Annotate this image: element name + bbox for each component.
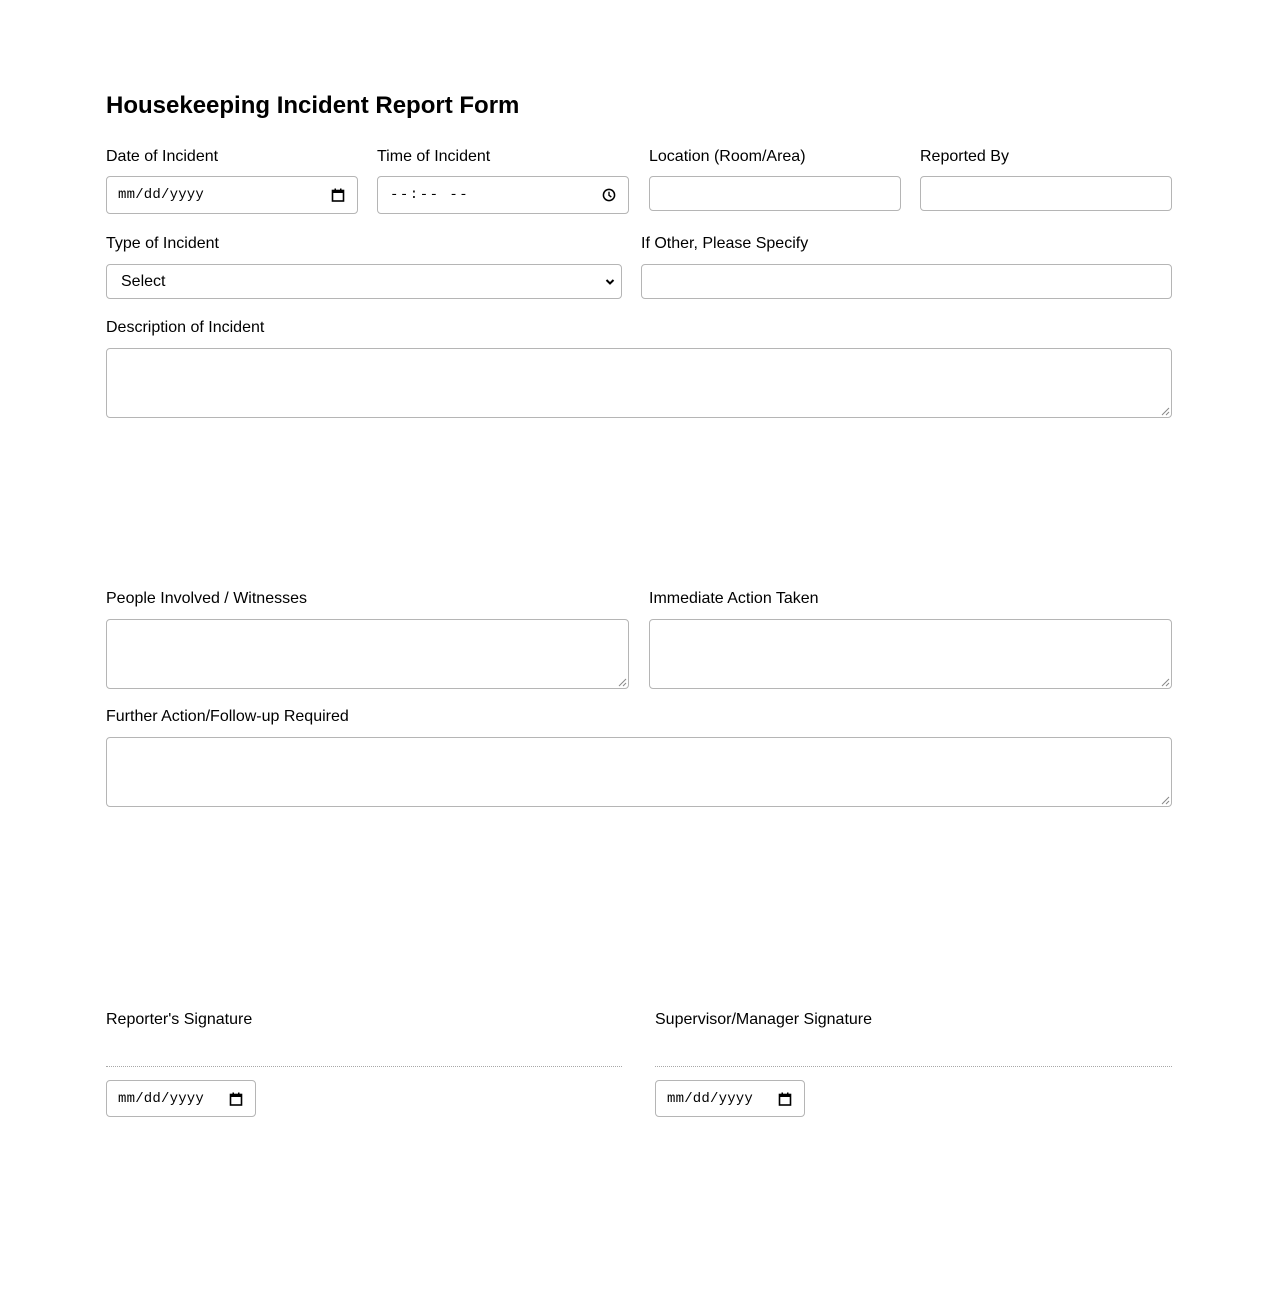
immediate-action-label: Immediate Action Taken (649, 590, 819, 607)
date-of-incident-label: Date of Incident (106, 148, 219, 165)
supervisor-signature-label: Supervisor/Manager Signature (655, 1011, 873, 1028)
date-placeholder: mm/dd/yyyy (667, 1090, 754, 1107)
time-of-incident-label: Time of Incident (377, 148, 491, 165)
resize-handle-icon[interactable] (1160, 406, 1170, 416)
date-of-incident-input[interactable] (106, 176, 358, 214)
description-textarea[interactable] (106, 348, 1172, 418)
other-specify-label: If Other, Please Specify (641, 235, 809, 252)
calendar-icon[interactable] (778, 1092, 792, 1106)
type-of-incident-label: Type of Incident (106, 235, 219, 252)
resize-handle-icon[interactable] (1160, 795, 1170, 805)
chevron-down-icon (605, 278, 615, 286)
description-label: Description of Incident (106, 319, 265, 336)
clock-icon[interactable] (602, 188, 616, 202)
location-input[interactable] (649, 176, 901, 211)
calendar-icon[interactable] (229, 1092, 243, 1106)
further-action-label: Further Action/Follow-up Required (106, 708, 349, 725)
other-specify-input[interactable] (641, 264, 1172, 299)
reported-by-label: Reported By (920, 148, 1009, 165)
reported-by-input[interactable] (920, 176, 1172, 211)
resize-handle-icon[interactable] (617, 677, 627, 687)
people-involved-textarea[interactable] (106, 619, 629, 689)
date-placeholder: mm/dd/yyyy (118, 187, 205, 203)
time-placeholder: --:-- -- (390, 187, 470, 203)
people-involved-label: People Involved / Witnesses (106, 590, 307, 607)
reporter-signature-line[interactable] (106, 1066, 622, 1067)
selected-option: Select (121, 272, 166, 290)
immediate-action-textarea[interactable] (649, 619, 1172, 689)
calendar-icon[interactable] (331, 188, 345, 202)
page-title: Housekeeping Incident Report Form (106, 92, 520, 119)
type-of-incident-select[interactable] (106, 264, 622, 299)
date-placeholder: mm/dd/yyyy (118, 1090, 205, 1107)
further-action-textarea[interactable] (106, 737, 1172, 807)
reporter-signature-label: Reporter's Signature (106, 1011, 253, 1028)
resize-handle-icon[interactable] (1160, 677, 1170, 687)
location-label: Location (Room/Area) (649, 148, 806, 165)
supervisor-signature-line[interactable] (655, 1066, 1172, 1067)
supervisor-signature-date-input[interactable] (655, 1080, 805, 1117)
time-of-incident-input[interactable] (377, 176, 629, 214)
reporter-signature-date-input[interactable] (106, 1080, 256, 1117)
